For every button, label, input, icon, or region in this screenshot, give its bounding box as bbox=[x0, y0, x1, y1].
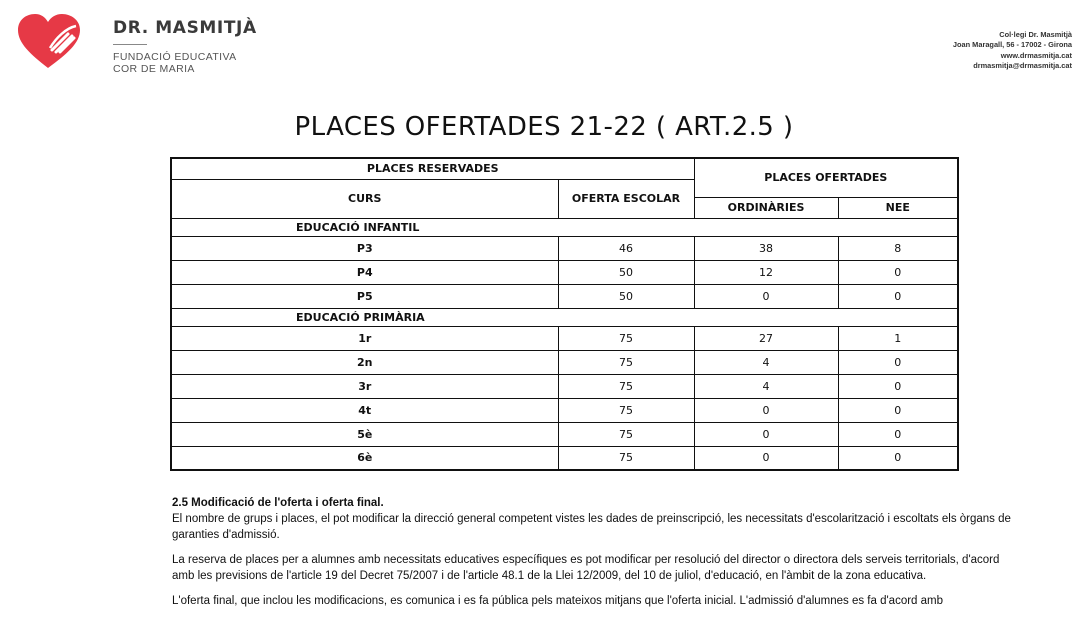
header-places-reservades: PLACES RESERVADES bbox=[171, 158, 694, 179]
contact-address: Joan Maragall, 56 - 17002 - Girona bbox=[952, 40, 1072, 50]
cell-ordinaries: 0 bbox=[694, 284, 838, 308]
cell-oferta: 50 bbox=[558, 260, 694, 284]
cell-nee: 0 bbox=[838, 446, 958, 470]
table-row bbox=[171, 446, 958, 470]
contact-email-link[interactable]: drmasmitja@drmasmitja.cat bbox=[973, 61, 1072, 71]
table-row bbox=[171, 326, 958, 350]
cell-curs: 4t bbox=[171, 398, 558, 422]
contact-school: Col·legi Dr. Masmitjà bbox=[999, 30, 1072, 39]
cell-ordinaries: 4 bbox=[694, 374, 838, 398]
notes-paragraph: L'oferta final, que inclou les modificacions, es comunica i es fa pública pels mateixos mitjans que l'oferta inicial. L'admissió d'alumnes es fa d'acord amb bbox=[172, 595, 944, 607]
page-title: PLACES OFERTADES 21-22 ( ART.2.5 ) bbox=[294, 112, 794, 142]
cell-ordinaries: 4 bbox=[694, 350, 838, 374]
cell-oferta: 75 bbox=[558, 422, 694, 446]
cell-oferta: 75 bbox=[558, 446, 694, 470]
cell-oferta: 75 bbox=[558, 326, 694, 350]
brand-name: DR. MASMITJÀ bbox=[113, 18, 257, 38]
cell-ordinaries: 0 bbox=[694, 446, 838, 470]
brand-subtitle bbox=[113, 51, 236, 75]
table-row bbox=[171, 350, 958, 374]
brand-subtitle-line: COR DE MARIA bbox=[113, 63, 195, 75]
cell-nee: 0 bbox=[838, 260, 958, 284]
cell-ordinaries: 0 bbox=[694, 398, 838, 422]
heart-logo-icon bbox=[16, 14, 86, 70]
cell-nee: 0 bbox=[838, 350, 958, 374]
cell-oferta: 75 bbox=[558, 398, 694, 422]
cell-nee: 1 bbox=[838, 326, 958, 350]
cell-curs: P5 bbox=[171, 284, 558, 308]
table-row bbox=[171, 374, 958, 398]
notes-paragraph: El nombre de grups i places, el pot modificar la direcció general competent vistes les dades de preinscripció, les necessitats d'escolarització i escoltats els òrgans de garanties d'admissió. bbox=[172, 513, 1011, 541]
table-row bbox=[171, 284, 958, 308]
cell-nee: 0 bbox=[838, 398, 958, 422]
cell-curs: 2n bbox=[171, 350, 558, 374]
header-oferta-escolar: OFERTA ESCOLAR bbox=[558, 179, 694, 218]
brand-divider bbox=[113, 44, 147, 45]
cell-ordinaries: 38 bbox=[694, 236, 838, 260]
header-places-ofertades: PLACES OFERTADES bbox=[694, 158, 958, 197]
header-nee: NEE bbox=[838, 197, 958, 218]
cell-ordinaries: 0 bbox=[694, 422, 838, 446]
cell-nee: 0 bbox=[838, 284, 958, 308]
cell-oferta: 75 bbox=[558, 374, 694, 398]
cell-curs: 3r bbox=[171, 374, 558, 398]
cell-nee: 0 bbox=[838, 374, 958, 398]
header-curs: CURS bbox=[171, 179, 558, 218]
contact-block bbox=[953, 30, 1072, 72]
cell-nee: 8 bbox=[838, 236, 958, 260]
cell-curs: 1r bbox=[171, 326, 558, 350]
places-table bbox=[170, 157, 959, 471]
brand-subtitle-line: FUNDACIÓ EDUCATIVA bbox=[113, 51, 237, 63]
cell-ordinaries: 27 bbox=[694, 326, 838, 350]
section-label: EDUCACIÓ PRIMÀRIA bbox=[171, 308, 958, 326]
header-ordinaries: ORDINÀRIES bbox=[694, 197, 838, 218]
notes-heading: 2.5 Modificació de l'oferta i oferta final. bbox=[172, 497, 384, 509]
table-row bbox=[171, 260, 958, 284]
section-label: EDUCACIÓ INFANTIL bbox=[171, 218, 958, 236]
cell-curs: 6è bbox=[171, 446, 558, 470]
table-row bbox=[171, 236, 958, 260]
cell-curs: P3 bbox=[171, 236, 558, 260]
cell-oferta: 50 bbox=[558, 284, 694, 308]
notes-paragraph: La reserva de places per a alumnes amb necessitats educatives específiques es pot modificar per resolució del director o directora dels serveis territorials, d'acord amb les previsions de l'article 19 del Decret 75/2007 i de l'article 48.1 de la Llei 12/2009, del 10 de juliol, d'educació, en l'àmbit de la zona educativa. bbox=[172, 554, 1000, 582]
cell-ordinaries: 12 bbox=[694, 260, 838, 284]
cell-oferta: 46 bbox=[558, 236, 694, 260]
notes-section bbox=[172, 495, 1012, 618]
school-logo bbox=[16, 14, 257, 76]
cell-curs: P4 bbox=[171, 260, 558, 284]
cell-curs: 5è bbox=[171, 422, 558, 446]
table-row bbox=[171, 422, 958, 446]
contact-website-link[interactable]: www.drmasmitja.cat bbox=[1000, 50, 1072, 60]
cell-oferta: 75 bbox=[558, 350, 694, 374]
cell-nee: 0 bbox=[838, 422, 958, 446]
table-row bbox=[171, 398, 958, 422]
